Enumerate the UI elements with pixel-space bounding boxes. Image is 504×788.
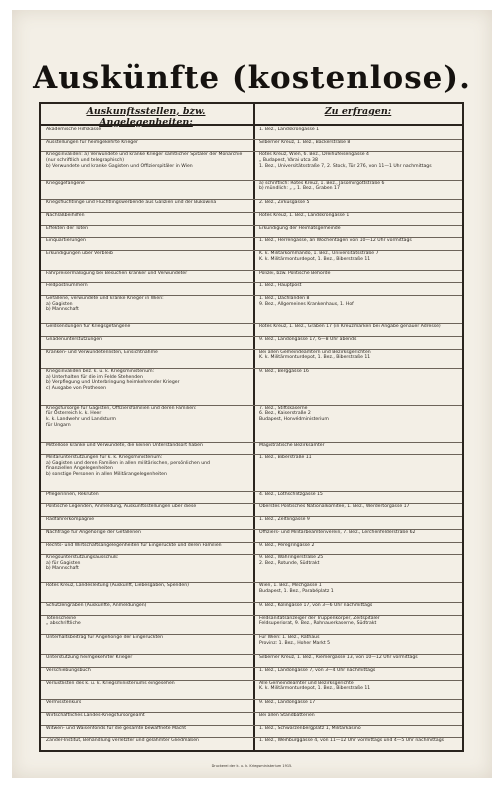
table-row <box>41 323 462 337</box>
table-row <box>41 139 462 153</box>
row-subject: Erkundigungen über Verbleib <box>46 250 113 256</box>
row-inquire-at: Polizei, bzw. Politische Behörde <box>259 270 331 276</box>
table-row <box>41 615 462 636</box>
table-row <box>41 634 462 655</box>
table-row <box>41 250 462 271</box>
table-row <box>41 282 462 296</box>
table-row <box>41 225 462 239</box>
table-row <box>41 582 462 603</box>
row-subject: Mittellose kranke und Verwundete, die keinen Unterstandsort haben <box>46 442 203 448</box>
row-subject: Effekten der Toten <box>46 225 89 231</box>
row-subject: Wirtschaftliches Landes-Kriegsfürsorgeamt <box>46 712 145 718</box>
row-subject: Verschiebungsbuch <box>46 667 91 673</box>
row-subject: Einquartierungen <box>46 238 86 244</box>
table-row <box>41 503 462 517</box>
table-row <box>41 295 462 324</box>
row-subject: Ausstellungen für heimgekehrte Krieger <box>46 139 138 145</box>
info-table <box>39 102 464 752</box>
table-row <box>41 212 462 226</box>
table-row <box>41 442 462 456</box>
table-row <box>41 529 462 543</box>
table-row <box>41 237 462 251</box>
row-subject: Vermisstenkurs <box>46 700 82 706</box>
row-subject: Unterstützung heimgekehrter Krieger <box>46 655 133 661</box>
row-inquire-at: K. k. Militärkommando, 1. Bez., Universitätsstraße 7 K. k. Militärmonturdepot, 1. Bez., Biberstraße 11 <box>259 250 379 262</box>
row-inquire-at: 1. Bez., Zeltlingasse 9 <box>259 517 310 523</box>
row-inquire-at: 9. Bez., Peregringasse 2 <box>259 542 315 548</box>
row-subject: Nachlaßbeihilfen <box>46 212 85 218</box>
table-row <box>41 602 462 616</box>
row-subject: Kriegsinvaliden: a) Verwundete und kranke Krieger sämtlicher Spitäler der Monarchie (nur schriftlich und telegraphisch) b) Verwundete und kranke Gagisten und Offizierspitäler in Wien <box>46 152 243 169</box>
table-row <box>41 336 462 350</box>
row-inquire-at: 1. Bez., Landongasse 7, von 3—4 Uhr nachmittags <box>259 667 376 673</box>
row-inquire-at: Bei allen Gemeindeämtern und Bezirksgerichten K. k. Militärmonturdepot, 1. Bez., Biberstraße 11 <box>259 349 371 361</box>
row-inquire-at: Oberstes Politisches Nationalkomitee, 1. Bez., Werdertorgasse 17 <box>259 504 410 510</box>
row-inquire-at: 9. Bez., Währingerstraße 25 2. Bez., Rotunde, Südtrakt <box>259 555 324 566</box>
row-inquire-at: 9. Bez., Landongasse 17 <box>259 700 316 706</box>
row-subject: Fahrpreisermäßigung bei Besuchen kranker und Verwundeter <box>46 270 188 276</box>
row-inquire-at: 9. Bez., Landongasse 17, 6—8 Uhr abends <box>259 336 357 342</box>
row-inquire-at: Rotes Kreuz, 1. Bez., Landskrongasse 1 <box>259 212 350 218</box>
table-row <box>41 491 462 505</box>
table-row <box>41 516 462 530</box>
table-row <box>41 667 462 681</box>
row-inquire-at: Feldsanitätsanzeiger der Truppenkörper, Zeitspitäler Feldsuperiorat, 9. Bez., Rohnauerkaserne, Südtrakt <box>259 615 380 627</box>
row-inquire-at: Erkundigung der Heimatsgemeinde <box>259 225 341 231</box>
poster-sheet <box>12 10 492 778</box>
row-subject: Rotes Kreuz, Landesleitung (Auskunft, Liebesgaben, Spenden) <box>46 583 189 589</box>
row-inquire-at: Alle Gemeindeämter und Bezirksgerichte K. k. Militärmonturdepot, 1. Bez., Biberstraße 11 <box>259 680 371 692</box>
table-row <box>41 542 462 556</box>
row-subject: Nachfrage für Angehörige der Gefallenen <box>46 529 141 535</box>
row-inquire-at: 1. Bez., Biberstraße 11 <box>259 455 312 461</box>
row-inquire-at: 9. Bez., Kolingasse 17, von 3—6 Uhr nachmittags <box>259 603 373 609</box>
table-row <box>41 368 462 406</box>
row-inquire-at: 1. Bez., Herrengasse, an Wochentagen von 10—12 Uhr vormittags <box>259 238 412 244</box>
row-subject: Militärunterstützungen für k. k. Kriegsministerium: a) Gagisten und deren Familien in allen militärischen, persönlichen und finanziellen Angelegenheiten b) sonstige Personen in allen Militärangelegenheiten <box>46 455 210 477</box>
poster-title: Auskünfte (kostenlose). <box>33 60 471 96</box>
row-subject: Geldsendungen für Kriegsgefangene <box>46 324 131 330</box>
table-row <box>41 454 462 492</box>
row-inquire-at: 7. Bez., Stiftskaserne 6. Bez., Kaiserstraße 2 Budapest, Honvédministerium <box>259 405 329 423</box>
row-subject: Kranken- und Verwundetenlisten, Einsichtnahme <box>46 349 158 355</box>
row-subject: Kriegsflüchtlinge und Flüchtlingswerbende aus Galizien und der Bukowina <box>46 200 217 206</box>
table-row <box>41 349 462 370</box>
row-subject: Politische Legenden, Anmeldung, Auskunftsstellungen über diese <box>46 504 197 510</box>
row-inquire-at: 1. Bez., Dachlanden 8 9. Bez., Allgemeines Krankenhaus, 1. Hof <box>259 296 354 307</box>
row-subject: Pflegerinnen, Rekruten <box>46 491 99 497</box>
row-subject: Verlustlisten des k. u. k. Kriegsministeriums eingesehen <box>46 680 175 686</box>
table-row <box>41 270 462 284</box>
row-inquire-at: Magistratische Bezirksämter <box>259 442 325 448</box>
row-inquire-at: 1. Bez., Landskrongasse 1 <box>259 127 320 132</box>
row-inquire-at: Für Wien: 1. Bez., Rathaus Provinz: 1. Bez., Hoher Markt 5 <box>259 635 331 647</box>
row-subject: Schützengräben (Auskünfte, Anmeldungen) <box>46 603 147 609</box>
row-inquire-at: Silberner Kreuz, 1. Bez., Bäckerstraße 8 <box>259 139 351 145</box>
printer-note: Druckerei der k. u. k. Kriegsministerium 1915. <box>211 764 293 768</box>
row-inquire-at: 1. Bez., Hauptpost <box>259 283 302 289</box>
row-inquire-at: Bei allen Standbatterien <box>259 712 315 718</box>
table-row <box>41 405 462 443</box>
row-inquire-at: 1. Bez., Weihburggasse 4, von 11—12 Uhr vormittags und 4—5 Uhr nachmittags <box>259 738 445 744</box>
header-right: Zu erfragen: <box>324 106 392 117</box>
table-row <box>41 554 462 583</box>
row-subject: Zander-Institut, Behandlung verletzter und gelähmter Gliedmaßen <box>46 738 199 744</box>
row-inquire-at: Wien, 1. Bez., Milchgasse 1 Budapest, 1. Bez., Parabéplatz 1 <box>259 583 334 594</box>
header-left: Auskunftsstellen, bzw. Angelegenheiten: <box>86 106 206 128</box>
row-subject: Radfahrerkompagnie <box>46 517 95 523</box>
row-subject: Unterhaltsbeitrag für Angehörige der Eingerückten <box>46 635 164 641</box>
table-row <box>41 199 462 213</box>
row-inquire-at: Offiziers- und Militärbeamtenverein, 7. Bez., Lerchenfelderstraße 62 <box>259 529 416 535</box>
table-row <box>41 725 462 739</box>
table-row <box>41 151 462 180</box>
row-inquire-at: Rotes Kreuz, Wien, 6. Bez., Dreihufeisengasse 4 „ Budapest, Várai utca 38 1. Bez., Universitätsstraße 7, 2. Stock, Tür 276, von 11—1 Uhr nachmittags <box>259 152 432 169</box>
row-subject: Akademische Hilfskasse <box>46 127 102 132</box>
row-subject: Gnadenunterstützungen <box>46 336 103 342</box>
row-inquire-at: Silberner Kreuz, 1. Bez., Riemergasse 13, von 10—12 Uhr vormittags <box>259 655 418 661</box>
table-header <box>41 104 462 126</box>
row-inquire-at: 9. Bez., Berggasse 16 <box>259 369 309 375</box>
row-subject: Witwen- und Waisenfonds für die gesamte bewaffnete Macht <box>46 725 187 731</box>
table-row <box>41 680 462 701</box>
table-row <box>41 654 462 668</box>
row-inquire-at: a) schriftlich: Rotes Kreuz, 1. Bez., Jasomirgottstraße 6 b) mündlich: „ „ 1. Bez., Graben 17 <box>259 180 385 192</box>
row-subject: Kriegsinvaliden bez. k. u. k. Kriegsministerium: a) Unterhalten für die im Felde Stehenden b) Verpflegung und Unterbringung heimkehrender Krieger c) Ausgabe von Prothesen <box>46 369 180 392</box>
row-subject: Kriegsunterstützungsausschuß: a) für Gagisten b) Mannschaft <box>46 555 119 572</box>
row-inquire-at: 1. Bez., Schwarzenbergplatz 1, Militärkasino <box>259 725 361 731</box>
row-inquire-at: 2. Bez., Zirkusgasse 5 <box>259 200 310 206</box>
row-subject: Feldpostnummern <box>46 283 88 289</box>
table-row <box>41 699 462 713</box>
row-inquire-at: Rotes Kreuz, 1. Bez., Graben 17 (in Kreuzmarken bei Angabe genauer Adresse) <box>259 324 441 330</box>
row-subject: Kriegsgefangene <box>46 180 85 186</box>
row-subject: Rechts- und Wirtschaftsangelegenheiten für Eingerückte und deren Familien <box>46 542 222 548</box>
table-row <box>41 712 462 726</box>
row-subject: Kriegsfürsorge für Gagisten, Offiziersfamilien und deren Familien: für Österreich k. k. Heer k. k. Landwehr und Landsturm für Ungarn <box>46 405 197 428</box>
row-subject: Totenscheine „ abschriftliche <box>46 615 81 627</box>
table-row <box>41 126 462 140</box>
table-row <box>41 180 462 201</box>
row-inquire-at: 4. Bez., Lothschlitzgasse 15 <box>259 491 323 497</box>
table-row <box>41 737 462 750</box>
row-subject: Gefallene, verwundete und kranke Krieger in Wien: a) Gagisten b) Mannschaft <box>46 296 164 313</box>
